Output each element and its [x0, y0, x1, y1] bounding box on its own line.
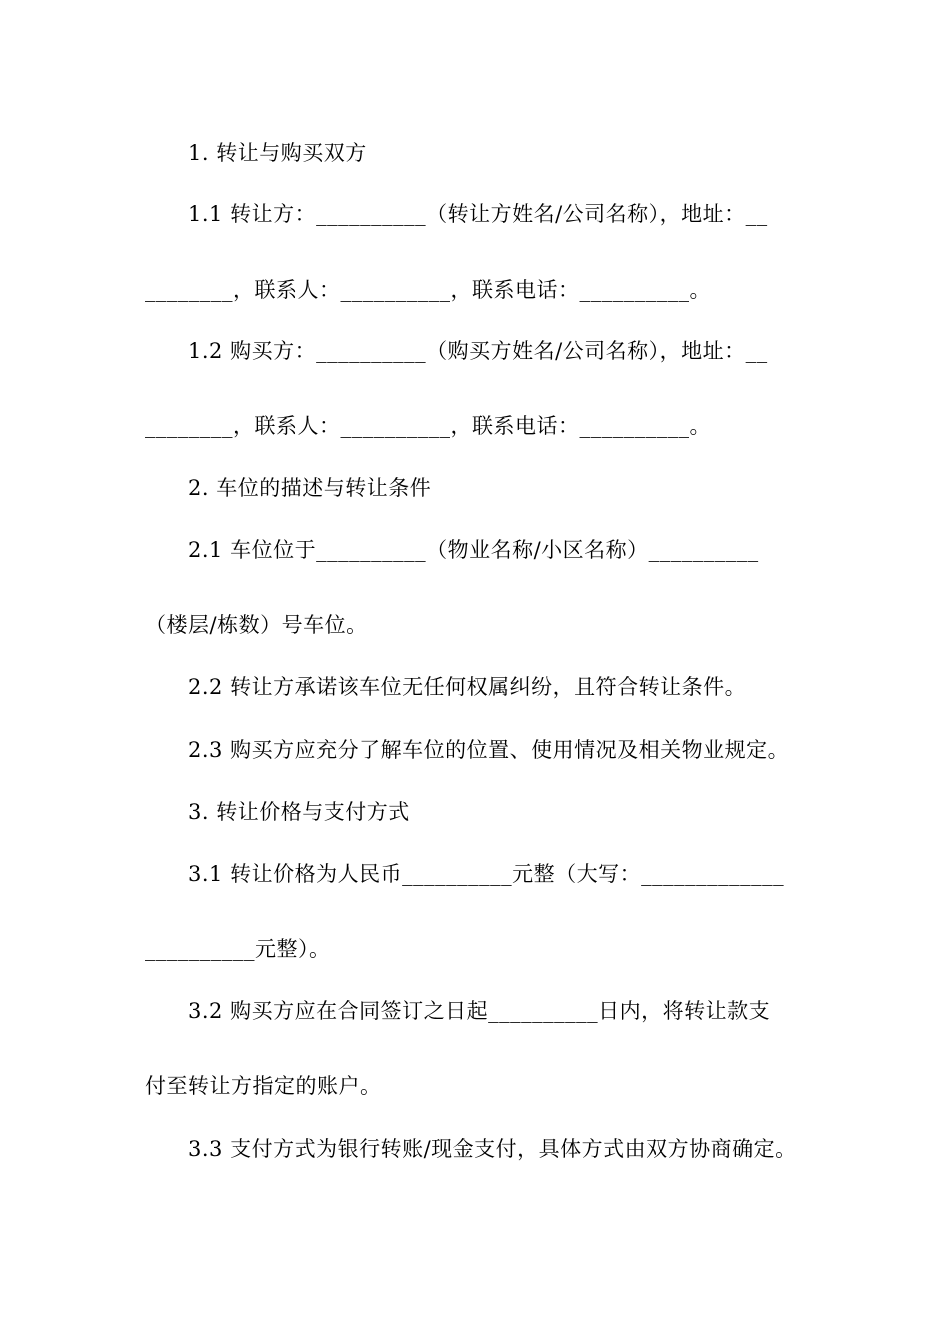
- clause-2-1-line-1: 2.1 车位位于__________（物业名称/小区名称）__________: [188, 538, 759, 562]
- clause-2-1-line-2: （楼层/栋数）号车位。: [145, 613, 368, 637]
- clause-3-2-line-2: 付至转让方指定的账户。: [145, 1074, 382, 1098]
- clause-1-2-line-2: ________，联系人：__________，联系电话：__________。: [145, 414, 711, 438]
- clause-2-2: 2.2 转让方承诺该车位无任何权属纠纷，且符合转让条件。: [188, 675, 747, 699]
- section-2-heading: 2. 车位的描述与转让条件: [188, 476, 432, 500]
- clause-3-2-line-1: 3.2 购买方应在合同签订之日起__________日内，将转让款支: [188, 999, 771, 1023]
- clause-3-3: 3.3 支付方式为银行转账/现金支付，具体方式由双方协商确定。: [188, 1137, 797, 1161]
- clause-3-1-line-2: __________元整）。: [145, 937, 331, 961]
- clause-3-1-line-1: 3.1 转让价格为人民币__________元整（大写：_____________: [188, 862, 785, 886]
- section-1-heading: 1. 转让与购买双方: [188, 141, 367, 165]
- clause-2-3: 2.3 购买方应充分了解车位的位置、使用情况及相关物业规定。: [188, 738, 790, 762]
- clause-1-2-line-1: 1.2 购买方：__________（购买方姓名/公司名称），地址：__: [188, 339, 768, 363]
- clause-1-1-line-1: 1.1 转让方：__________（转让方姓名/公司名称），地址：__: [188, 202, 768, 226]
- section-3-heading: 3. 转让价格与支付方式: [188, 800, 410, 824]
- clause-1-1-line-2: ________，联系人：__________，联系电话：__________。: [145, 278, 711, 302]
